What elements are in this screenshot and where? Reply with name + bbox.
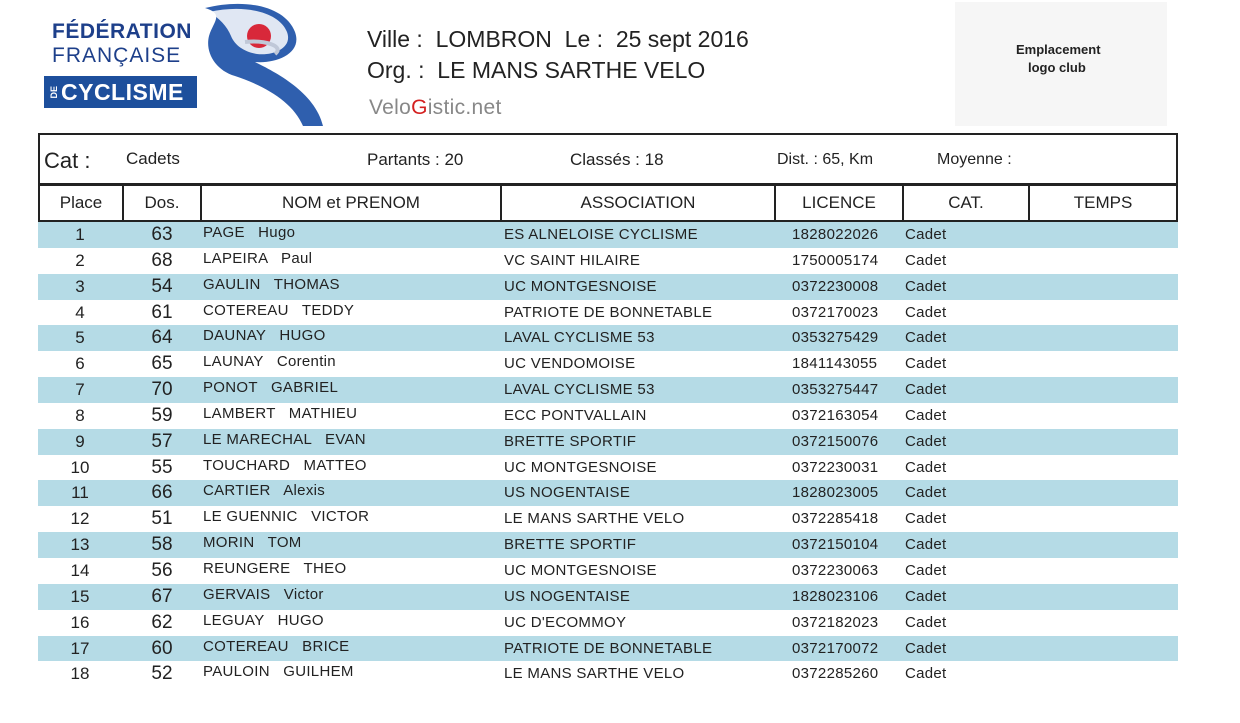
- place-cell: 4: [75, 302, 85, 322]
- association-cell: LE MANS SARTHE VELO: [504, 665, 685, 683]
- rider-name-cell: GAULIN THOMAS: [203, 275, 340, 293]
- rider-name-cell: TOUCHARD MATTEO: [203, 456, 367, 474]
- dossard-cell: 65: [151, 353, 173, 375]
- category-label: Cat :: [44, 148, 91, 173]
- rider-name-cell: LEGUAY HUGO: [203, 611, 324, 629]
- classes-count: Classés : 18: [570, 150, 664, 169]
- rider-name-cell: REUNGERE THEO: [203, 559, 347, 577]
- col-header-time: TEMPS: [1073, 193, 1133, 212]
- category-cell: Cadet: [905, 510, 947, 528]
- place-cell: 1: [75, 225, 85, 244]
- place-cell: 15: [70, 586, 90, 606]
- results-table-body: [38, 222, 1178, 687]
- category-cell: Cadet: [905, 406, 947, 424]
- dossard-cell: 62: [151, 611, 173, 633]
- results-table-header: [38, 184, 1178, 222]
- club-logo-label-2: logo club: [1028, 60, 1086, 75]
- average-speed: Moyenne :: [937, 151, 1012, 168]
- licence-cell: 0372285418: [792, 510, 879, 528]
- association-cell: US NOGENTAISE: [504, 587, 631, 605]
- place-cell: 10: [70, 457, 90, 477]
- col-header-category: CAT.: [904, 186, 1030, 220]
- rider-name-cell: PAGE Hugo: [203, 224, 296, 241]
- association-cell: BRETTE SPORTIF: [504, 536, 637, 554]
- association-cell: PATRIOTE DE BONNETABLE: [504, 639, 713, 657]
- distance: Dist. : 65, Km: [777, 151, 874, 168]
- category-cell: Cadet: [905, 458, 947, 476]
- licence-cell: 0372150104: [792, 536, 879, 554]
- place-cell: 11: [71, 483, 89, 503]
- velogistic-part-2: G: [411, 96, 428, 119]
- category-cell: Cadet: [905, 484, 947, 502]
- table-row: [38, 610, 1178, 636]
- licence-cell: 1841143055: [792, 355, 878, 373]
- dossard-cell: 68: [151, 249, 173, 271]
- rider-name-cell: PAULOIN GUILHEM: [203, 663, 354, 681]
- place-cell: 2: [75, 250, 85, 270]
- rider-name-cell: PONOT GABRIEL: [203, 379, 339, 397]
- dossard-cell: 56: [151, 559, 173, 581]
- velogistic-part-1: Velo: [369, 96, 412, 119]
- table-row: [38, 403, 1178, 429]
- category-value: Cadets: [126, 149, 180, 168]
- place-cell: 8: [75, 405, 85, 425]
- logo-line-3: CYCLISME: [61, 78, 184, 105]
- category-cell: Cadet: [905, 277, 947, 295]
- association-cell: UC VENDOMOISE: [504, 355, 636, 373]
- rider-name-cell: LAMBERT MATHIEU: [203, 404, 358, 422]
- table-row: [38, 222, 1178, 248]
- association-cell: LE MANS SARTHE VELO: [504, 510, 685, 528]
- dossard-cell: 63: [151, 224, 173, 245]
- place-cell: 5: [75, 328, 85, 348]
- dossard-cell: 58: [151, 534, 173, 556]
- dossard-cell: 55: [151, 456, 173, 478]
- association-cell: BRETTE SPORTIF: [504, 432, 637, 450]
- category-cell: Cadet: [905, 587, 947, 605]
- dossard-cell: 61: [151, 301, 173, 323]
- category-cell: Cadet: [905, 226, 947, 243]
- category-cell: Cadet: [905, 536, 947, 554]
- rider-name-cell: GERVAIS Victor: [203, 585, 324, 603]
- table-row: [38, 300, 1178, 326]
- dossard-cell: 52: [151, 663, 173, 685]
- ffc-swoosh-icon: [175, 2, 325, 130]
- category-cell: Cadet: [905, 355, 947, 373]
- association-cell: LAVAL CYCLISME 53: [504, 329, 655, 347]
- col-header-place: Place: [40, 186, 124, 220]
- licence-cell: 0372170023: [792, 303, 879, 321]
- category-cell: Cadet: [905, 381, 947, 399]
- table-row: [38, 506, 1178, 532]
- club-logo-label-1: Emplacement: [1016, 42, 1101, 57]
- table-row: [38, 584, 1178, 610]
- dossard-cell: 57: [151, 430, 173, 452]
- dossard-cell: 51: [151, 508, 173, 530]
- table-row: [38, 377, 1178, 403]
- place-cell: 7: [75, 380, 85, 400]
- place-cell: 17: [70, 638, 90, 658]
- licence-cell: 0372150076: [792, 432, 879, 450]
- licence-cell: 0372163054: [792, 406, 879, 424]
- licence-cell: 1828022026: [792, 226, 879, 243]
- association-cell: UC MONTGESNOISE: [504, 277, 657, 295]
- place-cell: 12: [70, 509, 90, 529]
- licence-cell: 0372170072: [792, 639, 879, 657]
- licence-cell: 0372285260: [792, 665, 879, 683]
- dossard-cell: 66: [151, 482, 173, 504]
- association-cell: VC SAINT HILAIRE: [504, 251, 641, 269]
- rider-name-cell: LE GUENNIC VICTOR: [203, 508, 370, 526]
- dossard-cell: 67: [151, 585, 173, 607]
- place-cell: 3: [75, 276, 85, 296]
- licence-cell: 0372230031: [792, 458, 879, 476]
- col-header-name: NOM et PRENOM: [202, 186, 502, 220]
- place-cell: 13: [70, 535, 90, 555]
- rider-name-cell: MORIN TOM: [203, 534, 302, 552]
- ville-line: Ville : LOMBRON Le : 25 sept 2016: [367, 26, 749, 52]
- association-cell: PATRIOTE DE BONNETABLE: [504, 303, 713, 321]
- logo-line-1: FÉDÉRATION: [52, 20, 192, 43]
- table-row: [38, 325, 1178, 351]
- licence-cell: 0353275447: [792, 381, 879, 399]
- category-cell: Cadet: [905, 251, 947, 269]
- logo-line-2: FRANÇAISE: [52, 44, 182, 67]
- association-cell: UC D'ECOMMOY: [504, 613, 627, 631]
- partants-count: Partants : 20: [367, 150, 464, 169]
- col-header-dossard: Dos.: [124, 186, 202, 220]
- rider-name-cell: LAPEIRA Paul: [203, 249, 313, 267]
- dossard-cell: 54: [151, 275, 173, 297]
- place-cell: 9: [75, 431, 85, 451]
- place-cell: 14: [70, 560, 90, 580]
- race-info-box: [38, 133, 1178, 185]
- licence-cell: 1828023106: [792, 587, 879, 605]
- place-cell: 18: [70, 664, 90, 684]
- table-row: [38, 558, 1178, 584]
- category-cell: Cadet: [905, 561, 947, 579]
- category-cell: Cadet: [905, 639, 947, 657]
- licence-cell: 0372230008: [792, 277, 879, 295]
- association-cell: ES ALNELOISE CYCLISME: [504, 226, 698, 243]
- table-row: [38, 274, 1178, 300]
- org-line: Org. : LE MANS SARTHE VELO: [367, 57, 706, 83]
- category-cell: Cadet: [905, 432, 947, 450]
- association-cell: ECC PONTVALLAIN: [504, 406, 647, 424]
- rider-name-cell: DAUNAY HUGO: [203, 327, 326, 345]
- licence-cell: 1750005174: [792, 251, 879, 269]
- logo-de: DE: [49, 85, 59, 99]
- table-row: [38, 532, 1178, 558]
- table-row: [38, 480, 1178, 506]
- place-cell: 6: [75, 354, 85, 374]
- rider-name-cell: CARTIER Alexis: [203, 482, 326, 500]
- category-cell: Cadet: [905, 665, 947, 683]
- category-cell: Cadet: [905, 613, 947, 631]
- association-cell: UC MONTGESNOISE: [504, 458, 657, 476]
- rider-name-cell: LE MARECHAL EVAN: [203, 430, 366, 448]
- table-row: [38, 429, 1178, 455]
- rider-name-cell: COTEREAU TEDDY: [203, 301, 355, 319]
- table-row: [38, 351, 1178, 377]
- dossard-cell: 59: [151, 404, 173, 426]
- licence-cell: 0372182023: [792, 613, 879, 631]
- ffc-logo: [40, 2, 330, 130]
- category-cell: Cadet: [905, 303, 947, 321]
- table-row: [38, 455, 1178, 481]
- rider-name-cell: COTEREAU BRICE: [203, 637, 350, 655]
- association-cell: LAVAL CYCLISME 53: [504, 381, 655, 399]
- association-cell: UC MONTGESNOISE: [504, 561, 657, 579]
- dossard-cell: 64: [151, 327, 173, 349]
- table-row: [38, 661, 1178, 687]
- table-row: [38, 636, 1178, 662]
- association-cell: US NOGENTAISE: [504, 484, 631, 502]
- table-row: [38, 248, 1178, 274]
- rider-name-cell: LAUNAY Corentin: [203, 353, 336, 371]
- licence-cell: 0372230063: [792, 561, 879, 579]
- dossard-cell: 60: [151, 637, 173, 659]
- category-cell: Cadet: [905, 329, 947, 347]
- dossard-cell: 70: [151, 379, 173, 401]
- licence-cell: 0353275429: [792, 329, 879, 347]
- col-header-association: ASSOCIATION: [502, 186, 776, 220]
- place-cell: 16: [70, 612, 90, 632]
- col-header-licence: LICENCE: [776, 186, 904, 220]
- velogistic-part-3: istic.net: [427, 96, 502, 119]
- logo-band: [44, 76, 197, 108]
- velogistic-link[interactable]: [369, 96, 502, 120]
- licence-cell: 1828023005: [792, 484, 879, 502]
